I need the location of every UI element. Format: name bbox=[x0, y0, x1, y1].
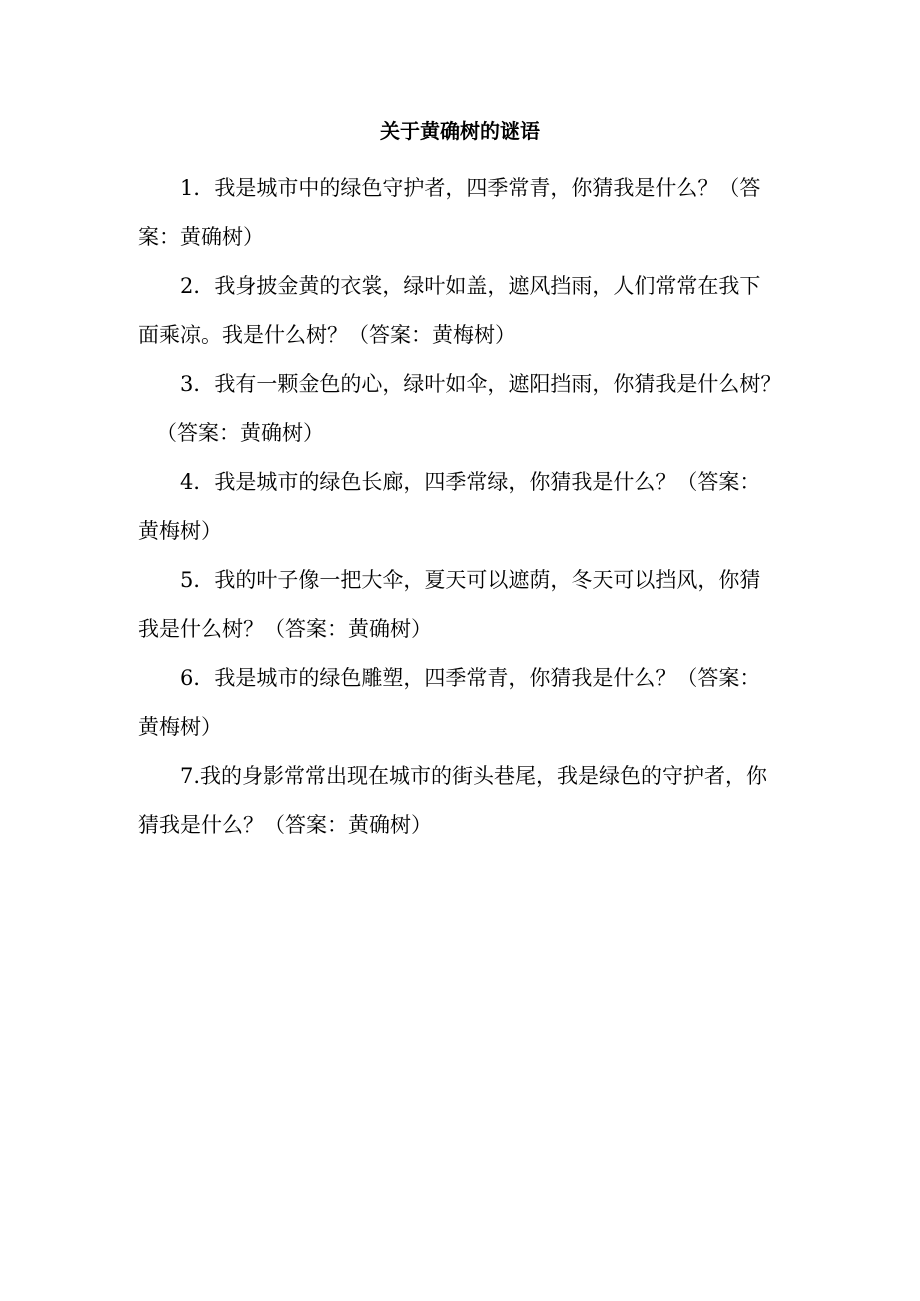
riddle-2-line-2: 面乘凉。我是什么树？（答案：黄梅树） bbox=[138, 323, 516, 347]
riddle-7-line-1: 7.我的身影常常出现在城市的街头巷尾，我是绿色的守护者，你 bbox=[180, 764, 768, 788]
riddle-item-1 bbox=[138, 164, 788, 262]
riddle-item-2 bbox=[138, 262, 788, 360]
riddle-7-line-2: 猜我是什么？（答案：黄确树） bbox=[138, 813, 432, 837]
riddle-6-line-1: 6．我是城市的绿色雕塑，四季常青，你猜我是什么？（答案： bbox=[180, 666, 761, 690]
riddle-5-line-1: 5．我的叶子像一把大伞，夏天可以遮荫，冬天可以挡风，你猜 bbox=[180, 568, 761, 592]
riddle-2-line-1: 2．我身披金黄的衣裳，绿叶如盖，遮风挡雨，人们常常在我下 bbox=[180, 274, 761, 298]
riddle-1-line-1: 1．我是城市中的绿色守护者，四季常青，你猜我是什么？（答 bbox=[180, 176, 761, 200]
riddle-list bbox=[138, 164, 788, 850]
riddle-4-line-1: 4．我是城市的绿色长廊，四季常绿，你猜我是什么？（答案： bbox=[180, 470, 761, 494]
riddle-item-7 bbox=[138, 752, 788, 850]
riddle-3-line-1: 3．我有一颗金色的心，绿叶如伞，遮阳挡雨，你猜我是什么树？ bbox=[180, 372, 782, 396]
riddle-item-6 bbox=[138, 654, 788, 752]
riddle-1-line-2: 案：黄确树） bbox=[138, 225, 264, 249]
riddle-4-line-2: 黄梅树） bbox=[138, 519, 222, 543]
document-title: 关于黄确树的谜语 bbox=[380, 119, 540, 143]
riddle-item-3 bbox=[138, 360, 788, 458]
riddle-5-line-2: 我是什么树？（答案：黄确树） bbox=[138, 617, 432, 641]
riddle-item-5 bbox=[138, 556, 788, 654]
riddle-6-line-2: 黄梅树） bbox=[138, 715, 222, 739]
riddle-item-4 bbox=[138, 458, 788, 556]
riddle-3-line-2: （答案：黄确树） bbox=[156, 421, 324, 445]
